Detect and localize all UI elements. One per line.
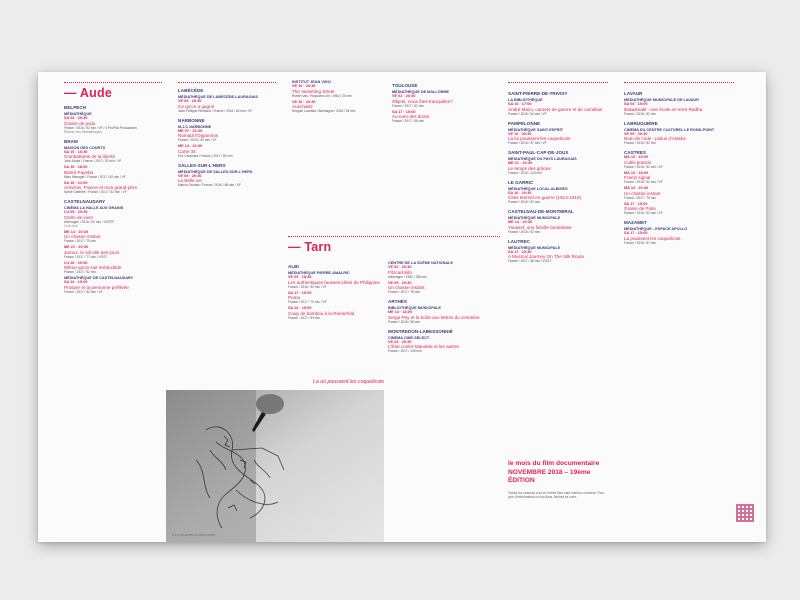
screening-entry bbox=[624, 91, 734, 116]
festival-footer bbox=[508, 460, 608, 499]
screening-datetime: LU 05 · 20:30 bbox=[64, 210, 88, 214]
city-name: CASTELNAUDARY bbox=[64, 199, 106, 204]
film-details: Sergueï Loznitsa / Allemagne / 2016 / 94 min bbox=[292, 109, 356, 113]
city-name: ALBI bbox=[288, 264, 299, 269]
film-details: France / 2016 / 52 min / VF / 4 ProPhic Productions bbox=[64, 125, 137, 130]
screening-entry bbox=[288, 264, 380, 289]
city-name: SALLES-SUR-L'HERS bbox=[178, 162, 226, 168]
film-title: Combattants de la liberté bbox=[64, 154, 116, 159]
brochure-sheet bbox=[38, 72, 766, 542]
venue-name: MÉDIATHÈQUE MUNICIPALE bbox=[508, 245, 561, 250]
screening-entry bbox=[64, 230, 162, 244]
venue-name: MÉDIATHÈQUE DE LABÉCÈDE-LAURAGAIS bbox=[178, 95, 258, 99]
film-details: France / 2016 / 57 min / VF bbox=[508, 141, 547, 145]
screening-datetime: SA 24 · 15:00 bbox=[64, 280, 88, 284]
city-name: SAINT-PAUL-CAP-DE-JOUX bbox=[508, 150, 569, 155]
film-title: Arménie, France et mon grand-père bbox=[64, 185, 138, 190]
venue-name: MÉDIATHÈQUE SAINT-ESPRIT bbox=[508, 127, 563, 132]
film-details: Jean-Philippe Rimbaud / France / 2016 / 62 min / VF bbox=[178, 108, 253, 113]
screening-datetime: SA 17 · 20:30 bbox=[508, 249, 532, 254]
screening-entry bbox=[64, 165, 162, 179]
screening-entry bbox=[292, 100, 376, 114]
film-details: Sylvie Gabriele / France / 2017 / 52 min / VF bbox=[64, 190, 127, 194]
film-details: France / 2017 / 75 min bbox=[64, 239, 96, 243]
listings-4 bbox=[392, 83, 492, 123]
film-title: Ce qu'on a gagné bbox=[178, 103, 215, 109]
column-4 bbox=[388, 72, 496, 232]
film-title: Serge Pey et la boîte aux lettres du cimetière bbox=[388, 314, 480, 320]
screening-datetime: ME 14 · 20:30 bbox=[178, 144, 203, 148]
screening-datetime: SA 17 · 15:00 bbox=[624, 201, 648, 206]
film-title: Puma bbox=[288, 295, 301, 300]
film-details: France / 2016 / 52 min / VF bbox=[624, 180, 663, 184]
film-details: José Alcala / France / 2017 / 52 min / VF bbox=[64, 159, 122, 163]
venue-name: BIBLIOTHÈQUE MUNICIPALE bbox=[388, 306, 442, 310]
screening-entry bbox=[624, 220, 734, 245]
film-details: France / 2016 / 52 min bbox=[508, 200, 540, 204]
venue-name: MÉDIATHÈQUE DU PAYS LAURAGAIS bbox=[508, 157, 577, 161]
screening-entry bbox=[64, 105, 162, 134]
screening-entry bbox=[624, 202, 734, 216]
venue-name: MÉDIATHÈQUE MUNICIPALE bbox=[508, 216, 561, 220]
city-name: SAINT-PIERRE-DE-TRIVISY bbox=[508, 91, 568, 96]
screening-entry bbox=[64, 181, 162, 195]
screening-datetime: SA 03 · 20:30 bbox=[64, 116, 88, 120]
screening-entry bbox=[508, 91, 608, 116]
city-name: ARTHÈS bbox=[388, 299, 407, 304]
venue-name: MÉDIATHÈQUE DE MALLORME bbox=[392, 90, 450, 94]
venue-name: MÉDIATHÈQUE bbox=[64, 112, 92, 116]
region-heading-aude: — Aude bbox=[64, 86, 112, 100]
film-details: France / 2017 / 58 min / VOST bbox=[508, 259, 552, 263]
film-title: Auschwitz bbox=[292, 104, 313, 109]
dotted-divider bbox=[178, 82, 276, 83]
screening-datetime: VE 09 · 20:30 bbox=[624, 131, 648, 136]
city-name: PAMPELONNE bbox=[508, 120, 541, 126]
screening-entry bbox=[292, 80, 376, 98]
screening-datetime: SA 17 · 15:00 bbox=[624, 231, 648, 235]
screening-datetime: SA 10 · 16:30 bbox=[64, 149, 88, 154]
column-6 bbox=[620, 72, 738, 542]
film-title: Un chasse instant bbox=[624, 190, 661, 196]
film-title: La loi poussent les coquelicots bbox=[508, 136, 571, 141]
tarn-listings-1 bbox=[288, 259, 380, 353]
column-1 bbox=[60, 72, 166, 542]
screening-entry bbox=[508, 150, 608, 175]
film-details: France / 2016 / 55 min bbox=[388, 319, 420, 324]
festival-info: Toutes les séances sont en entrée libre sauf mention contraire. Pour plus d'informations sur les films, flashez ce code. bbox=[508, 490, 605, 499]
film-details: France / 2016 / 52 min bbox=[624, 141, 656, 145]
film-title: Youssef, une famille bordelaise bbox=[508, 224, 572, 230]
film-details: France / 2017 / 105 min bbox=[388, 349, 422, 353]
dotted-divider bbox=[624, 82, 734, 83]
listings-3 bbox=[292, 80, 376, 113]
venue-name: MÉDIATHÈQUE PIERRE-AMALRIC bbox=[288, 271, 350, 275]
film-title: La Belle vie bbox=[178, 178, 202, 183]
film-details: France / 2017 / 75 min bbox=[624, 195, 656, 200]
dotted-divider bbox=[288, 236, 500, 237]
aude-listings-2 bbox=[178, 88, 276, 187]
screening-entry bbox=[388, 299, 496, 324]
city-name: NARBONNE bbox=[178, 117, 205, 123]
venue-name: CINÉMA CINÉ-SELECT bbox=[388, 335, 430, 340]
screening-datetime: VE 09 · 20:30 bbox=[178, 173, 202, 178]
screening-entry bbox=[64, 199, 162, 228]
screening-datetime: VE 16 · 20:30 bbox=[508, 131, 532, 136]
screening-datetime: ME 14 · 20:30 bbox=[64, 229, 89, 234]
screening-entry bbox=[64, 261, 162, 275]
city-name: BELPECH bbox=[64, 105, 86, 110]
film-details: Robert Vas / Royaume-Uni / 1962 / 20 min bbox=[292, 93, 352, 98]
screening-datetime: ME 21 · 20:30 bbox=[64, 245, 89, 249]
film-details: Allemagne / 2016 / 92 min / VOSTF bbox=[64, 219, 115, 224]
city-name: MONTREDON-LABESSONNIÉ bbox=[388, 328, 453, 334]
dotted-divider bbox=[64, 82, 162, 83]
venue-name: CINÉMA LA HALLE AUX GRAINS bbox=[64, 206, 124, 210]
film-title: Même qu'on soit irréductible bbox=[64, 265, 122, 270]
screening-entry bbox=[178, 144, 276, 158]
film-details: France / 2016 / 52 min bbox=[624, 111, 656, 116]
screening-datetime: ME 14 · 18:00 bbox=[388, 310, 413, 314]
film-details: France / 2017 / 52 min bbox=[64, 270, 96, 274]
screening-datetime: SA 10 · 21:00 bbox=[64, 180, 88, 185]
screening-datetime: VE 16 · 20:30 bbox=[292, 99, 316, 104]
venue-name: INSTITUT JEAN VIGO bbox=[292, 80, 331, 84]
screening-entry bbox=[64, 139, 162, 164]
venue-name: MÉDIATHÈQUE LOCAL ALBIGES bbox=[508, 186, 568, 191]
sketch-drawing-image bbox=[166, 390, 384, 542]
screening-datetime: MA 13 · 18:00 bbox=[624, 170, 649, 175]
film-details: France / 2016 / 52 min / VF bbox=[624, 164, 663, 169]
screening-entry bbox=[392, 110, 492, 124]
city-name: CASTELNAU-DE-MONTMIRAL bbox=[508, 209, 574, 214]
screening-entry bbox=[392, 83, 492, 108]
screening-datetime: VE 02 · 20:30 bbox=[392, 94, 416, 98]
screening-datetime: ME 07 · 20:30 bbox=[178, 128, 203, 133]
photo-caption: La où poussent les coquelicots bbox=[313, 379, 384, 385]
screening-entry bbox=[64, 245, 162, 259]
film-title: Nom de code : poilus d'Alaska bbox=[624, 136, 686, 141]
film-title: Jarouz, le sol elle des jours bbox=[64, 249, 120, 255]
film-details: France / 2017 / 58 min bbox=[392, 119, 424, 123]
film-title: Fitzcarraldo bbox=[388, 269, 412, 275]
screening-note: Ciné-club bbox=[64, 223, 78, 228]
screening-datetime: VE 09 · 20:30 bbox=[388, 280, 412, 285]
film-title: Carte 35 bbox=[178, 148, 196, 154]
city-name: LE GARRIC bbox=[508, 179, 534, 185]
film-title: Prosper et la personne préférée bbox=[64, 284, 129, 290]
city-name: LABÉCÈDE bbox=[178, 88, 204, 93]
film-details: France / 2017 / 62 min bbox=[392, 103, 424, 108]
film-details: Eric Caravaca / France / 2017 / 80 min bbox=[178, 153, 233, 158]
film-details: France / 2016 / 57 min bbox=[624, 240, 656, 245]
film-details: France / 2017 / 52 min / VF bbox=[64, 289, 103, 294]
film-title: Frantz signal bbox=[624, 175, 651, 180]
film-title: Le temps des grâces bbox=[508, 165, 551, 171]
film-details: France / 2015 / 60 min / VF bbox=[178, 138, 217, 142]
screening-datetime: VE 23 · 20:30 bbox=[388, 339, 412, 344]
venue-name: MAISON DES COURTS bbox=[64, 145, 106, 150]
film-details: France / 2017 / 70 min / VF bbox=[288, 300, 327, 304]
film-title: Un chasse instant bbox=[64, 234, 101, 239]
city-name: BRAM bbox=[64, 138, 78, 144]
screening-datetime: ME 14 · 20:30 bbox=[508, 220, 533, 224]
festival-title: le mois du film documentaire NOVEMBRE 2018 – 19ème ÉDITION bbox=[508, 460, 600, 484]
venue-name: CENTRE DE LA SCÈNE NATIONALE bbox=[388, 261, 453, 265]
screening-datetime: SA 10 · 20:30 bbox=[508, 190, 532, 195]
city-name: CASTRES bbox=[624, 150, 646, 155]
screening-entry bbox=[508, 209, 608, 234]
venue-name: M.J.C NARBONNE bbox=[178, 124, 212, 129]
qr-code-icon bbox=[736, 504, 754, 522]
film-title: A Musical Journey On The Silk Route bbox=[508, 254, 585, 259]
screening-entry bbox=[624, 171, 734, 185]
venue-name: MÉDIATHÈQUE - ESPACE APOLLO bbox=[624, 227, 688, 231]
screening-datetime: VE 02 · 20:30 bbox=[388, 265, 412, 269]
screening-datetime: VE 09 · 20:30 bbox=[178, 99, 202, 103]
screening-entry bbox=[508, 121, 608, 146]
city-name: LABRUGUIÈRE bbox=[624, 120, 658, 126]
screening-datetime: LU 26 · 20:30 bbox=[64, 260, 88, 265]
screening-datetime: SA 03 · 15:00 bbox=[624, 102, 648, 106]
tarn-listings-4 bbox=[624, 86, 734, 245]
screening-datetime: SA 10 · 18:00 bbox=[64, 165, 88, 169]
film-details: France / 2016 / 52 min / VF bbox=[288, 284, 327, 289]
film-title: Cités éternel en guerre (1914-1918) bbox=[508, 195, 582, 200]
city-name: LAVAUR bbox=[624, 91, 643, 96]
venue-name: MÉDIATHÈQUE DE CASTELNAUDARY bbox=[64, 276, 134, 280]
tarn-section bbox=[288, 232, 500, 353]
screening-entry bbox=[624, 150, 734, 169]
film-title: The Vanishing Street bbox=[292, 88, 335, 94]
screening-datetime: MA 13 · 15:30 bbox=[624, 155, 649, 159]
screening-entry bbox=[508, 180, 608, 205]
screening-entry bbox=[288, 291, 380, 305]
film-still-photo bbox=[166, 390, 384, 542]
aude-listings bbox=[64, 105, 162, 294]
venue-name: LA BIBLIOTHÈQUE bbox=[508, 98, 543, 102]
screening-entry bbox=[178, 88, 276, 113]
film-title: André Mazo, carnets de guerre et de camélias bbox=[508, 106, 603, 112]
screening-datetime: ME 21 · 20:30 bbox=[508, 161, 533, 165]
screening-entry bbox=[508, 239, 608, 264]
dotted-divider bbox=[508, 82, 608, 83]
film-details: France / 2017 / 53 min bbox=[288, 315, 320, 320]
screening-datetime: MA 13 · 20:30 bbox=[624, 186, 649, 190]
venue-name: MÉDIATHÈQUE MUNICIPALE DE LAVAUR bbox=[624, 98, 699, 102]
film-details: France / 2016 / 54 min / VF bbox=[508, 111, 547, 116]
film-details: France / 2017 / 77 min / VOST bbox=[64, 254, 108, 259]
screening-entry bbox=[388, 281, 496, 295]
film-title: Un chasse instant bbox=[388, 285, 425, 290]
screening-entry bbox=[388, 329, 496, 354]
city-name: MAZAMET bbox=[624, 220, 647, 225]
film-details: Marion Gervais / France / 2016 / 68 min / VF bbox=[178, 183, 241, 187]
film-title: Bahrè Payeba bbox=[64, 169, 94, 175]
tarn-listings-2 bbox=[388, 259, 496, 353]
region-heading-tarn: — Tarn bbox=[288, 240, 332, 254]
city-name: LAUTREC bbox=[508, 238, 530, 244]
screening-datetime: SA 17 · 15:00 bbox=[392, 109, 416, 114]
film-title: Objets, nous êtes tranquilles? bbox=[392, 98, 453, 104]
film-details: France / 2016 / 52 min bbox=[508, 229, 540, 234]
screening-datetime: SA 24 · 15:00 bbox=[288, 306, 312, 310]
screening-entry bbox=[64, 276, 162, 294]
screening-datetime: SA 17 · 15:00 bbox=[288, 290, 312, 295]
photo-credit: © LA JOUANTE DU DISCOURS bbox=[172, 533, 216, 537]
film-title: Cultis praticis bbox=[624, 159, 652, 165]
screening-datetime: VE 09 · 18:30 bbox=[288, 275, 312, 279]
film-details: France / 2010 / 123 min bbox=[508, 170, 542, 175]
film-details: Allemagne / 1982 / 158 min bbox=[388, 274, 427, 279]
screening-datetime: VE 16 · 20:30 bbox=[292, 84, 316, 88]
film-title: La poussent les coquelicots bbox=[624, 235, 681, 241]
film-details: Marc Ménager / France / 2017 / 52 min / VF bbox=[64, 174, 126, 179]
screening-datetime: SA 10 · 17:00 bbox=[508, 102, 532, 106]
venue-name: CINÉMA DU CENTRE CULTUREL LE ROND-POINT bbox=[624, 127, 715, 132]
film-title: Au nom des droits bbox=[392, 114, 430, 119]
tarn-listings-3 bbox=[508, 86, 608, 263]
film-title: Graine de Poilu bbox=[624, 206, 656, 211]
column-3 bbox=[288, 72, 380, 232]
screening-entry bbox=[624, 186, 734, 200]
film-details: France / 2016 / 52 min / VF bbox=[624, 211, 663, 215]
screening-entry bbox=[624, 121, 734, 146]
screening-entry bbox=[388, 261, 496, 279]
screening-entry bbox=[288, 306, 380, 320]
film-details: France / 2017 / 75 min bbox=[388, 290, 420, 294]
column-5 bbox=[504, 72, 612, 542]
film-title: Bakalimalé : une école en terre Radha bbox=[624, 106, 703, 112]
screening-entry bbox=[178, 163, 276, 188]
city-name: TOULOUSE bbox=[392, 83, 418, 88]
film-title: L'État contre Mandela et les autres bbox=[388, 344, 459, 349]
film-title: Graine de poilu bbox=[64, 120, 96, 126]
film-title: Ordre de vivre bbox=[64, 214, 94, 220]
screening-note: Réseau des Médiathèques bbox=[64, 129, 102, 134]
venue-name: MÉDIATHÈQUE DE SALLES-SUR-L'HERS bbox=[178, 169, 253, 174]
film-title: Coup de bambou à la Reinerfeld bbox=[288, 310, 355, 316]
film-title: Nomadi l'Opponnos bbox=[178, 133, 219, 138]
film-title: Les authentiques fausses idées de Philippine bbox=[288, 279, 380, 285]
screening-entry bbox=[178, 118, 276, 143]
